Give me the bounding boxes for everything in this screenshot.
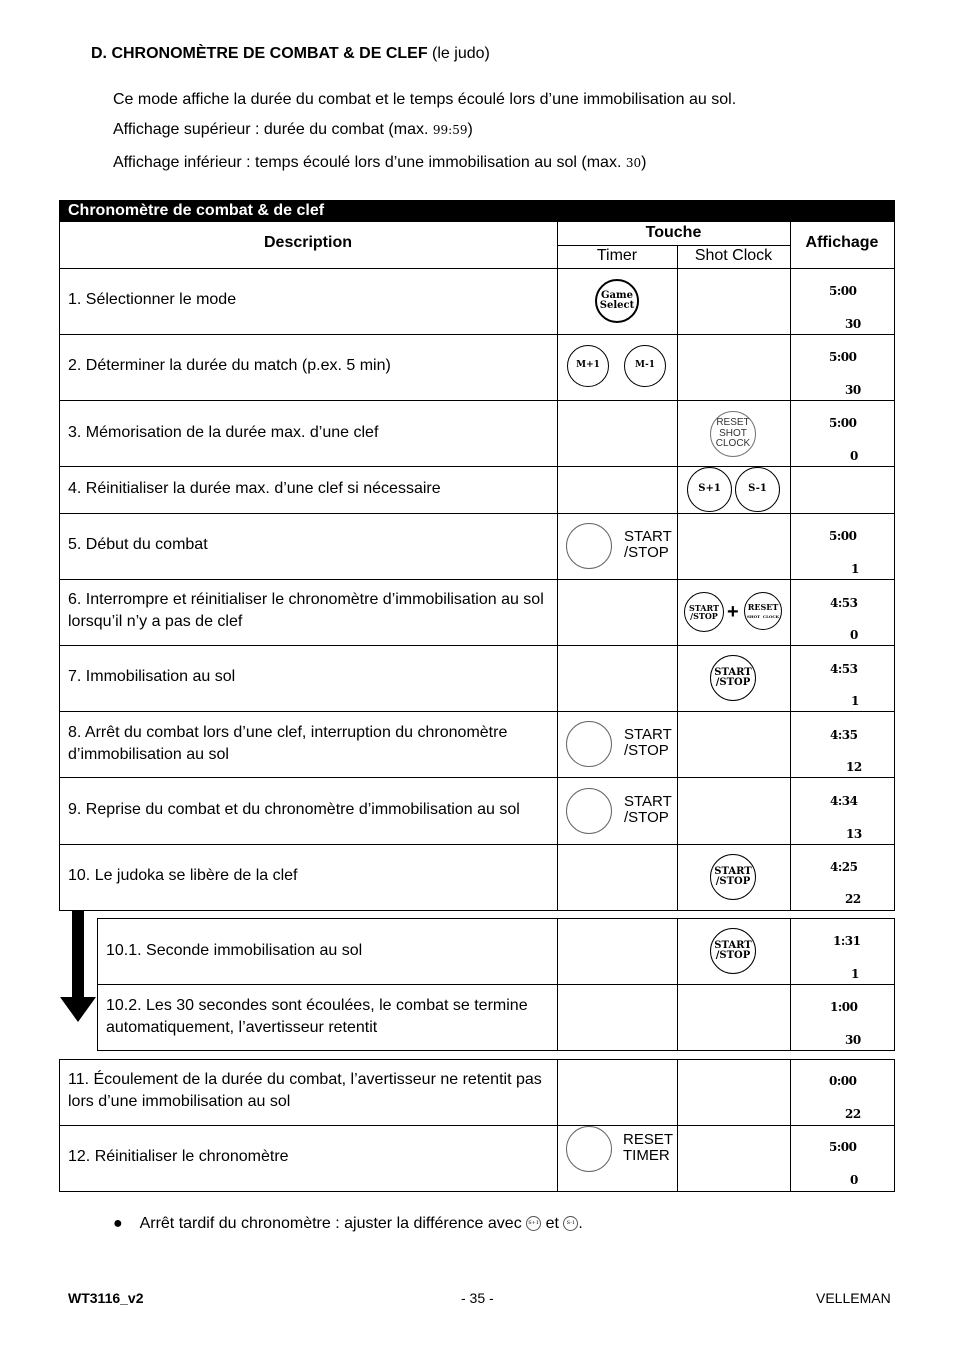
start-stop-button: START /STOP	[710, 928, 756, 974]
display-bottom: 30	[845, 1033, 861, 1047]
row-description: 7. Immobilisation au sol	[68, 668, 236, 685]
start-stop-button	[566, 788, 612, 834]
display-bottom: 12	[846, 760, 862, 774]
s-minus-icon: S-1	[563, 1216, 578, 1231]
row-description: 3. Mémorisation de la durée max. d’une clef	[68, 424, 379, 441]
m-minus-button: M-1	[624, 345, 666, 387]
display-top: 5:00	[829, 529, 857, 543]
button-label: CLOCK	[715, 438, 751, 450]
display-top: 1:00	[830, 1000, 858, 1014]
display-top: 1:31	[833, 934, 861, 948]
header-shot-clock: Shot Clock	[694, 247, 773, 264]
button-label: Select	[599, 300, 635, 311]
section-heading-note: (le judo)	[432, 45, 490, 62]
intro-line-3	[113, 154, 646, 172]
display-bottom: 30	[845, 383, 861, 397]
button-label: SHOT	[719, 427, 747, 439]
header-description: Description	[263, 234, 352, 251]
display-top: 5:00	[829, 350, 857, 364]
row-description: 6. Interrompre et réinitialiser le chronomètre d’immobilisation au sol lorsqu’il n’y a pas de clef	[68, 591, 544, 630]
bullet-note	[113, 1215, 583, 1233]
footer-page-number: - 35 -	[461, 1290, 494, 1306]
intro-text: Affichage supérieur : durée du combat (max.	[113, 121, 433, 138]
display-bottom: 1	[851, 562, 859, 576]
start-stop-label: START /STOP	[624, 793, 672, 826]
row-description: 10.1. Seconde immobilisation au sol	[106, 942, 363, 959]
section-heading-bold: D. CHRONOMÈTRE DE COMBAT & DE CLEF	[91, 45, 428, 62]
down-arrow-icon	[60, 911, 96, 1022]
intro-value: 30	[625, 156, 642, 170]
row-description: 10.2. Les 30 secondes sont écoulées, le combat se termine automatiquement, l’avertisseur retentit	[106, 997, 528, 1036]
display-bottom: 13	[846, 827, 862, 841]
game-select-button	[595, 279, 639, 323]
intro-value: 99:59	[432, 123, 468, 137]
reset-shot-clock-button	[710, 411, 756, 457]
display-top: 4:25	[830, 860, 858, 874]
header-affichage: Affichage	[805, 234, 879, 251]
display-top: 4:34	[830, 794, 858, 808]
row-description: 12. Réinitialiser le chronomètre	[68, 1148, 289, 1165]
display-bottom: 0	[850, 449, 858, 463]
display-top: 4:53	[830, 662, 858, 676]
bullet-text: .	[578, 1215, 583, 1232]
intro-line-1	[113, 91, 736, 109]
start-stop-button	[566, 523, 612, 569]
reset-timer-button	[566, 1126, 612, 1172]
start-stop-button	[566, 721, 612, 767]
button-label: RESET	[716, 417, 750, 429]
start-stop-label: START /STOP	[624, 726, 672, 759]
row-description: 9. Reprise du combat et du chronomètre d’immobilisation au sol	[68, 801, 520, 818]
s-plus-icon: S+1	[526, 1216, 541, 1231]
row-description: 4. Réinitialiser la durée max. d’une clef si nécessaire	[68, 480, 441, 497]
display-bottom: 30	[845, 317, 861, 331]
start-stop-button: START /STOP	[710, 854, 756, 900]
display-top: 5:00	[829, 416, 857, 430]
display-bottom: 0	[850, 628, 858, 642]
row-description: 5. Début du combat	[68, 536, 208, 553]
reset-shot-clock-button: RESET SHOT CLOCK	[744, 592, 782, 630]
section-heading	[91, 45, 490, 63]
s-plus-button: S+1	[687, 467, 732, 512]
header-timer: Timer	[596, 247, 638, 264]
intro-text: Affichage inférieur : temps écoulé lors d’une immobilisation au sol (max.	[113, 154, 626, 171]
display-top: 4:35	[830, 728, 858, 742]
footer-brand: VELLEMAN	[816, 1290, 891, 1306]
s-minus-button: S-1	[735, 467, 780, 512]
plus-icon: +	[727, 601, 739, 623]
start-stop-label: START /STOP	[624, 528, 672, 561]
intro-text: Ce mode affiche la durée du combat et le temps écoulé lors d’une immobilisation au sol.	[113, 91, 737, 108]
table-title: Chronomètre de combat & de clef	[59, 200, 895, 222]
display-top: 0:00	[829, 1074, 857, 1088]
display-bottom: 1	[851, 694, 859, 708]
bullet-text: et	[545, 1215, 559, 1232]
display-bottom: 22	[845, 892, 861, 906]
intro-text: )	[641, 154, 647, 171]
header-touche: Touche	[645, 224, 702, 241]
row-description: 8. Arrêt du combat lors d’une clef, interruption du chronomètre d’immobilisation au sol	[68, 724, 508, 763]
button-label: Game	[601, 289, 633, 301]
row-description: 1. Sélectionner le mode	[68, 291, 237, 308]
row-description: 10. Le judoka se libère de la clef	[68, 867, 298, 884]
bullet-text: Arrêt tardif du chronomètre : ajuster la différence avec	[139, 1215, 522, 1232]
intro-line-2	[113, 121, 473, 139]
bullet-icon: ●	[113, 1215, 123, 1232]
row-description: 2. Déterminer la durée du match (p.ex. 5 min)	[68, 357, 391, 374]
display-bottom: 0	[850, 1173, 858, 1187]
reset-timer-label: RESET TIMER	[623, 1131, 674, 1164]
footer-model: WT3116_v2	[68, 1290, 144, 1306]
display-top: 5:00	[829, 1140, 857, 1154]
m-plus-button: M+1	[567, 345, 609, 387]
display-bottom: 1	[851, 967, 859, 981]
intro-text: )	[467, 121, 473, 138]
display-bottom: 22	[845, 1107, 861, 1121]
start-stop-button: START /STOP	[710, 655, 756, 701]
display-top: 5:00	[829, 284, 857, 298]
display-top: 4:53	[830, 596, 858, 610]
start-stop-button: START /STOP	[684, 592, 724, 632]
row-description: 11. Écoulement de la durée du combat, l’avertisseur ne retentit pas lors d’une immobilisation au sol	[68, 1071, 542, 1110]
